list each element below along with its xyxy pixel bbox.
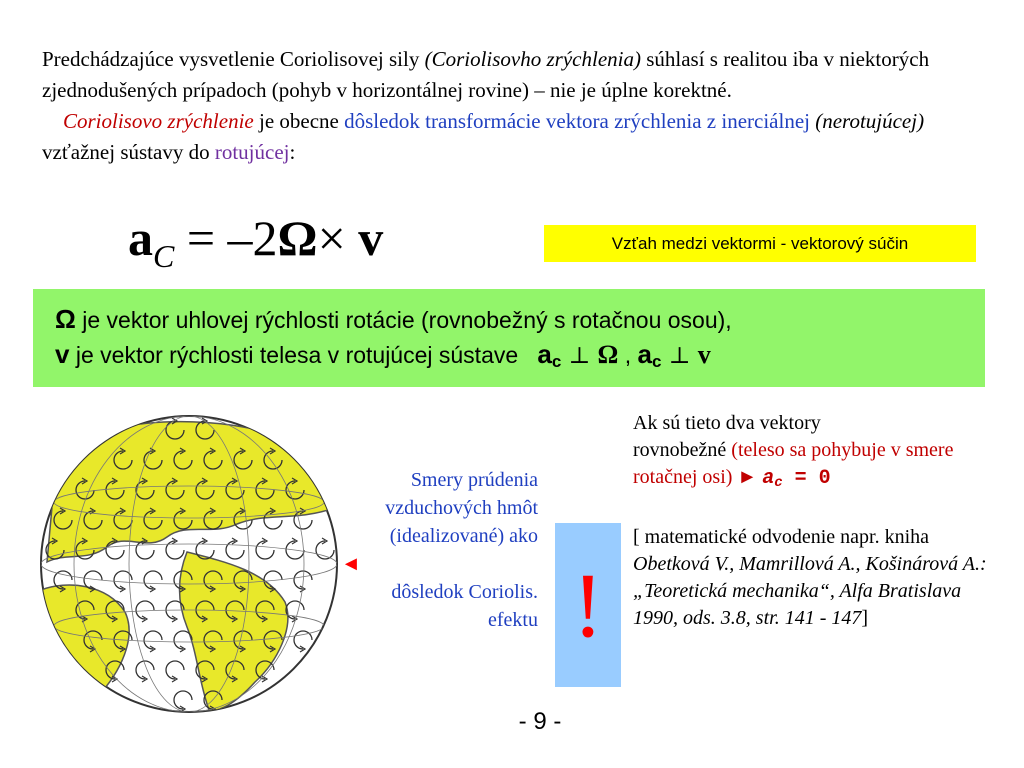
v-definition: v je vektor rýchlosti telesa v rotujúcej sústave ac ⊥ Ω , ac ⊥ v	[55, 339, 711, 371]
omega-definition: Ω je vektor uhlovej rýchlosti rotácie (rovnobežný s rotačnou osou),	[55, 304, 732, 334]
intro-paragraph	[42, 44, 982, 168]
left-arrow-icon: ◄	[341, 553, 361, 575]
airflow-caption: Smery prúdenia vzduchových hmôt (idealizované) ako ◄ dôsledok Coriolis. efektu	[333, 466, 538, 634]
globe-image	[37, 412, 341, 716]
reference: [ matematické odvodenie napr. kniha Obetková V., Mamrillová A., Košinárová A.: „Teoretická mechanika“, Alfa Bratislava 1990, ods. 3.8, str. 141 - 147]	[633, 526, 987, 629]
globe-illustration	[37, 412, 341, 716]
right-arrow-icon: ►	[732, 466, 763, 488]
page-number: - 9 -	[518, 708, 562, 735]
intro-p1: Predchádzajúce vysvetlenie Coriolisovej sily (Coriolisovho zrýchlenia) súhlasí s realitou iba v niektorých zjednodušených prípadoch (pohyb v horizontálnej rovine) – nie je úplne korektné.	[42, 47, 930, 102]
parallel-vectors-note	[633, 410, 1003, 632]
coriolis-formula: $a_C = -2\Omega\times v$	[128, 210, 384, 274]
definitions-box	[33, 289, 985, 387]
vector-product-note: Vzťah medzi vektormi - vektorový súčin	[544, 225, 976, 262]
parallel-case: Ak sú tieto dva vektory rovnobežné (teleso sa pohybuje v smere rotačnej osi) ► ac = 0	[633, 412, 954, 491]
exclamation-box: !	[555, 523, 621, 687]
intro-p2: Coriolisovo zrýchlenie je obecne dôsledok transformácie vektora zrýchlenia z inerciálnej (nerotujúcej) vzťažnej sústavy do rotujúcej:	[42, 109, 925, 164]
